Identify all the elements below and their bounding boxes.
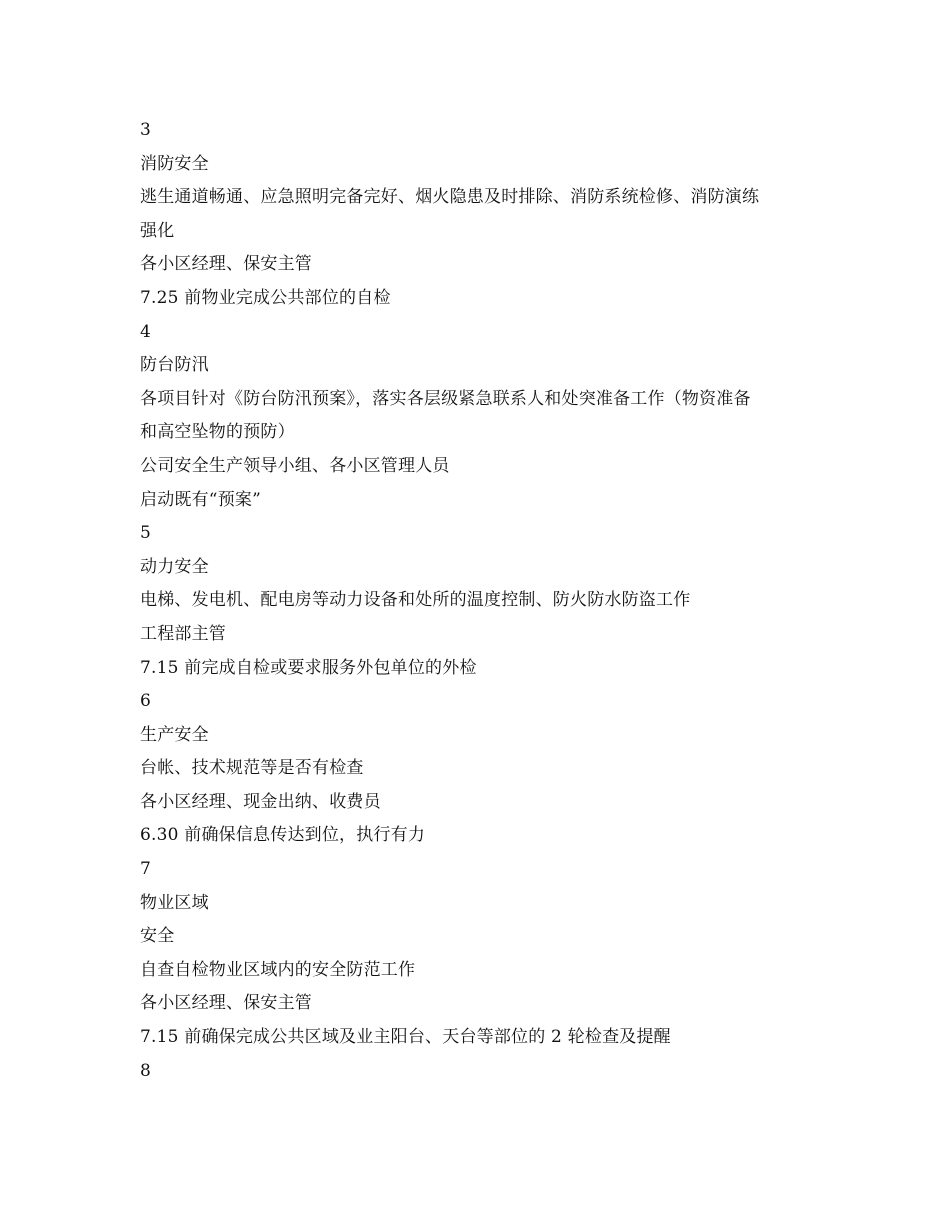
item-number-3: 3 [140, 120, 152, 140]
item-category-property-area-line-2: 安全 [140, 926, 175, 947]
item-responsible: 工程部主管 [140, 623, 226, 644]
item-number-7: 7 [140, 859, 152, 880]
item-content: 台帐、技术规范等是否有检查 [140, 758, 364, 779]
item-content: 电梯、发电机、配电房等动力设备和处所的温度控制、防火防水防盗工作 [140, 590, 691, 611]
item-responsible: 各小区经理、保安主管 [140, 993, 312, 1014]
item-content-line-1: 逃生通道畅通、应急照明完备完好、烟火隐患及时排除、消防系统检修、消防演练 [140, 187, 760, 208]
item-number-5: 5 [140, 523, 152, 544]
item-responsible: 公司安全生产领导小组、各小区管理人员 [140, 455, 450, 476]
item-content: 自查自检物业区域内的安全防范工作 [140, 959, 416, 980]
item-number-8: 8 [140, 1060, 152, 1081]
item-category-property-area-line-1: 物业区域 [140, 892, 209, 913]
item-number-4: 4 [140, 321, 152, 342]
item-category-power-safety: 动力安全 [140, 556, 209, 577]
item-category-typhoon-flood: 防台防汛 [140, 355, 209, 376]
item-content-line-2: 和高空坠物的预防） [140, 422, 295, 443]
item-deadline: 7.15 前完成自检或要求服务外包单位的外检 [140, 657, 477, 678]
item-deadline: 7.15 前确保完成公共区域及业主阳台、天台等部位的 2 轮检查及提醒 [140, 1027, 671, 1048]
item-responsible: 各小区经理、现金出纳、收费员 [140, 791, 381, 812]
item-deadline: 启动既有“预案” [140, 489, 261, 510]
item-number-6: 6 [140, 691, 152, 712]
item-content-line-2: 强化 [140, 220, 175, 241]
item-category-production-safety: 生产安全 [140, 724, 209, 745]
document-body [140, 114, 820, 1088]
item-deadline: 7.25 前物业完成公共部位的自检 [140, 287, 391, 308]
item-content-line-1: 各项目针对《防台防汛预案》，落实各层级紧急联系人和处突准备工作（物资准备 [140, 388, 751, 409]
item-responsible: 各小区经理、保安主管 [140, 254, 312, 275]
item-deadline: 6.30 前确保信息传达到位，执行有力 [140, 825, 426, 846]
item-category-fire-safety: 消防安全 [140, 153, 209, 174]
